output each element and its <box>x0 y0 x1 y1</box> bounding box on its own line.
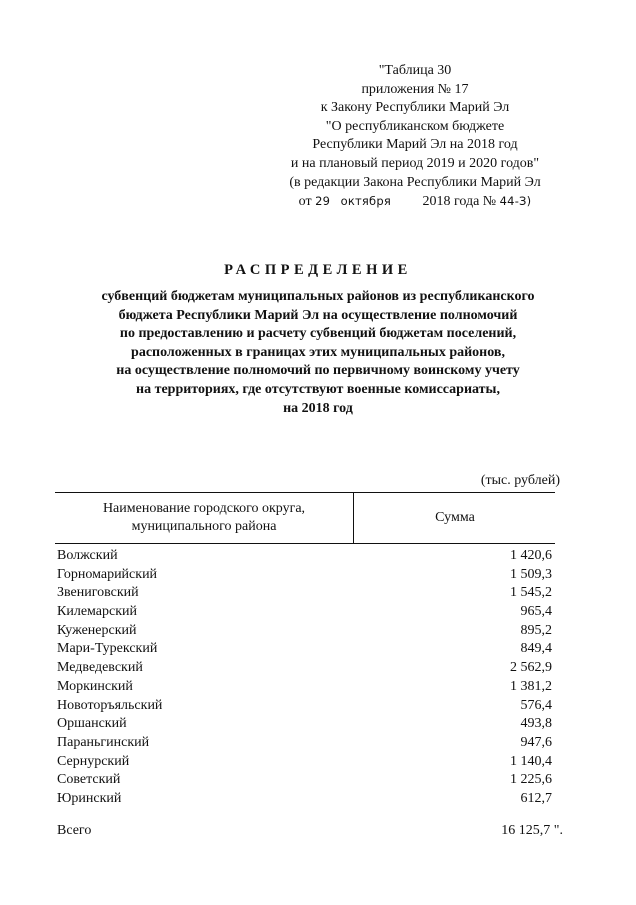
subtitle-line: бюджета Республики Марий Эл на осуществление полномочий <box>118 307 518 323</box>
row-name: Советский <box>57 772 121 788</box>
date-prefix: от <box>298 194 312 210</box>
row-name: Горномарийский <box>57 566 158 582</box>
row-sum: 947,6 <box>520 734 552 750</box>
table-row <box>57 715 552 734</box>
table-row <box>57 697 552 716</box>
document-title: РАСПРЕДЕЛЕНИЕ <box>224 262 412 278</box>
row-name: Звениговский <box>57 585 139 601</box>
row-sum: 849,4 <box>520 641 552 657</box>
row-sum: 895,2 <box>520 622 552 638</box>
row-name: Медведевский <box>57 660 143 676</box>
law-number: 44-З) <box>499 194 532 209</box>
total-label: Всего <box>57 823 92 838</box>
table-row <box>57 566 552 585</box>
row-name: Юринский <box>57 790 122 806</box>
table-row <box>57 678 552 697</box>
subtitle-line: по предоставлению и расчету субвенций бюджетам поселений, <box>119 326 517 342</box>
subtitle-line: на территориях, где отсутствуют военные комиссариаты, <box>136 381 500 397</box>
document-subtitle <box>40 288 596 418</box>
table-row <box>57 622 552 641</box>
row-name: Волжский <box>57 548 118 563</box>
header-date-line <box>270 192 560 212</box>
row-name: Моркинский <box>57 678 133 694</box>
header-line: и на плановый период 2019 и 2020 годов" <box>290 155 540 171</box>
column-header-sum: Сумма <box>435 510 475 525</box>
table-body <box>57 547 552 809</box>
table-row <box>57 790 552 809</box>
header-line: Республики Марий Эл на 2018 год <box>312 137 518 153</box>
row-sum: 576,4 <box>520 697 552 713</box>
row-name: Сернурский <box>57 753 130 769</box>
column-header-name <box>55 493 354 543</box>
units-label: (тыс. рублей) <box>480 473 560 488</box>
table-row <box>57 771 552 790</box>
date-month: октября <box>340 194 391 209</box>
header-line: к Закону Республики Марий Эл <box>320 100 510 116</box>
table-header <box>55 492 555 544</box>
row-sum: 965,4 <box>520 604 552 620</box>
column-header-name-line: Наименование городского округа, <box>102 501 306 516</box>
table-row <box>57 547 552 566</box>
table-row <box>57 659 552 678</box>
subtitle-line: расположенных в границах этих муниципальных районов, <box>131 344 505 360</box>
row-name: Оршанский <box>57 716 127 732</box>
row-sum: 2 562,9 <box>510 660 552 676</box>
table-row <box>57 584 552 603</box>
subtitle-line: на осуществление полномочий по первичному воинскому учету <box>116 363 520 379</box>
row-name: Килемарский <box>57 604 138 620</box>
row-name: Новоторъяльский <box>57 697 163 713</box>
header-line: "Таблица 30 <box>378 63 452 78</box>
row-name: Куженерский <box>57 622 137 638</box>
total-sum: 16 125,7 ". <box>501 823 563 838</box>
row-sum: 612,7 <box>520 790 552 806</box>
table-row <box>57 734 552 753</box>
table-row <box>57 603 552 622</box>
subtitle-line: на 2018 год <box>283 400 353 416</box>
table-row <box>57 753 552 772</box>
header-line: (в редакции Закона Республики Марий Эл <box>289 174 541 190</box>
row-sum: 1 225,6 <box>510 772 552 788</box>
row-sum: 1 420,6 <box>510 548 552 563</box>
row-name: Мари-Турекский <box>57 641 158 657</box>
date-day: 29 <box>315 194 331 209</box>
table-row <box>57 640 552 659</box>
row-name: Параньгинский <box>57 734 150 750</box>
row-sum: 1 140,4 <box>510 753 552 769</box>
header-line: приложения № 17 <box>361 81 469 97</box>
row-sum: 1 545,2 <box>510 585 552 601</box>
row-sum: 1 509,3 <box>510 566 552 582</box>
total-row <box>57 822 563 840</box>
row-sum: 493,8 <box>520 716 552 732</box>
header-block <box>270 62 560 212</box>
header-line: "О республиканском бюджете <box>325 118 505 134</box>
subtitle-line: субвенций бюджетам муниципальных районов из республиканского <box>101 289 535 304</box>
date-year: 2018 года № <box>422 194 497 210</box>
row-sum: 1 381,2 <box>510 678 552 694</box>
column-header-name-line: муниципального района <box>131 519 277 534</box>
